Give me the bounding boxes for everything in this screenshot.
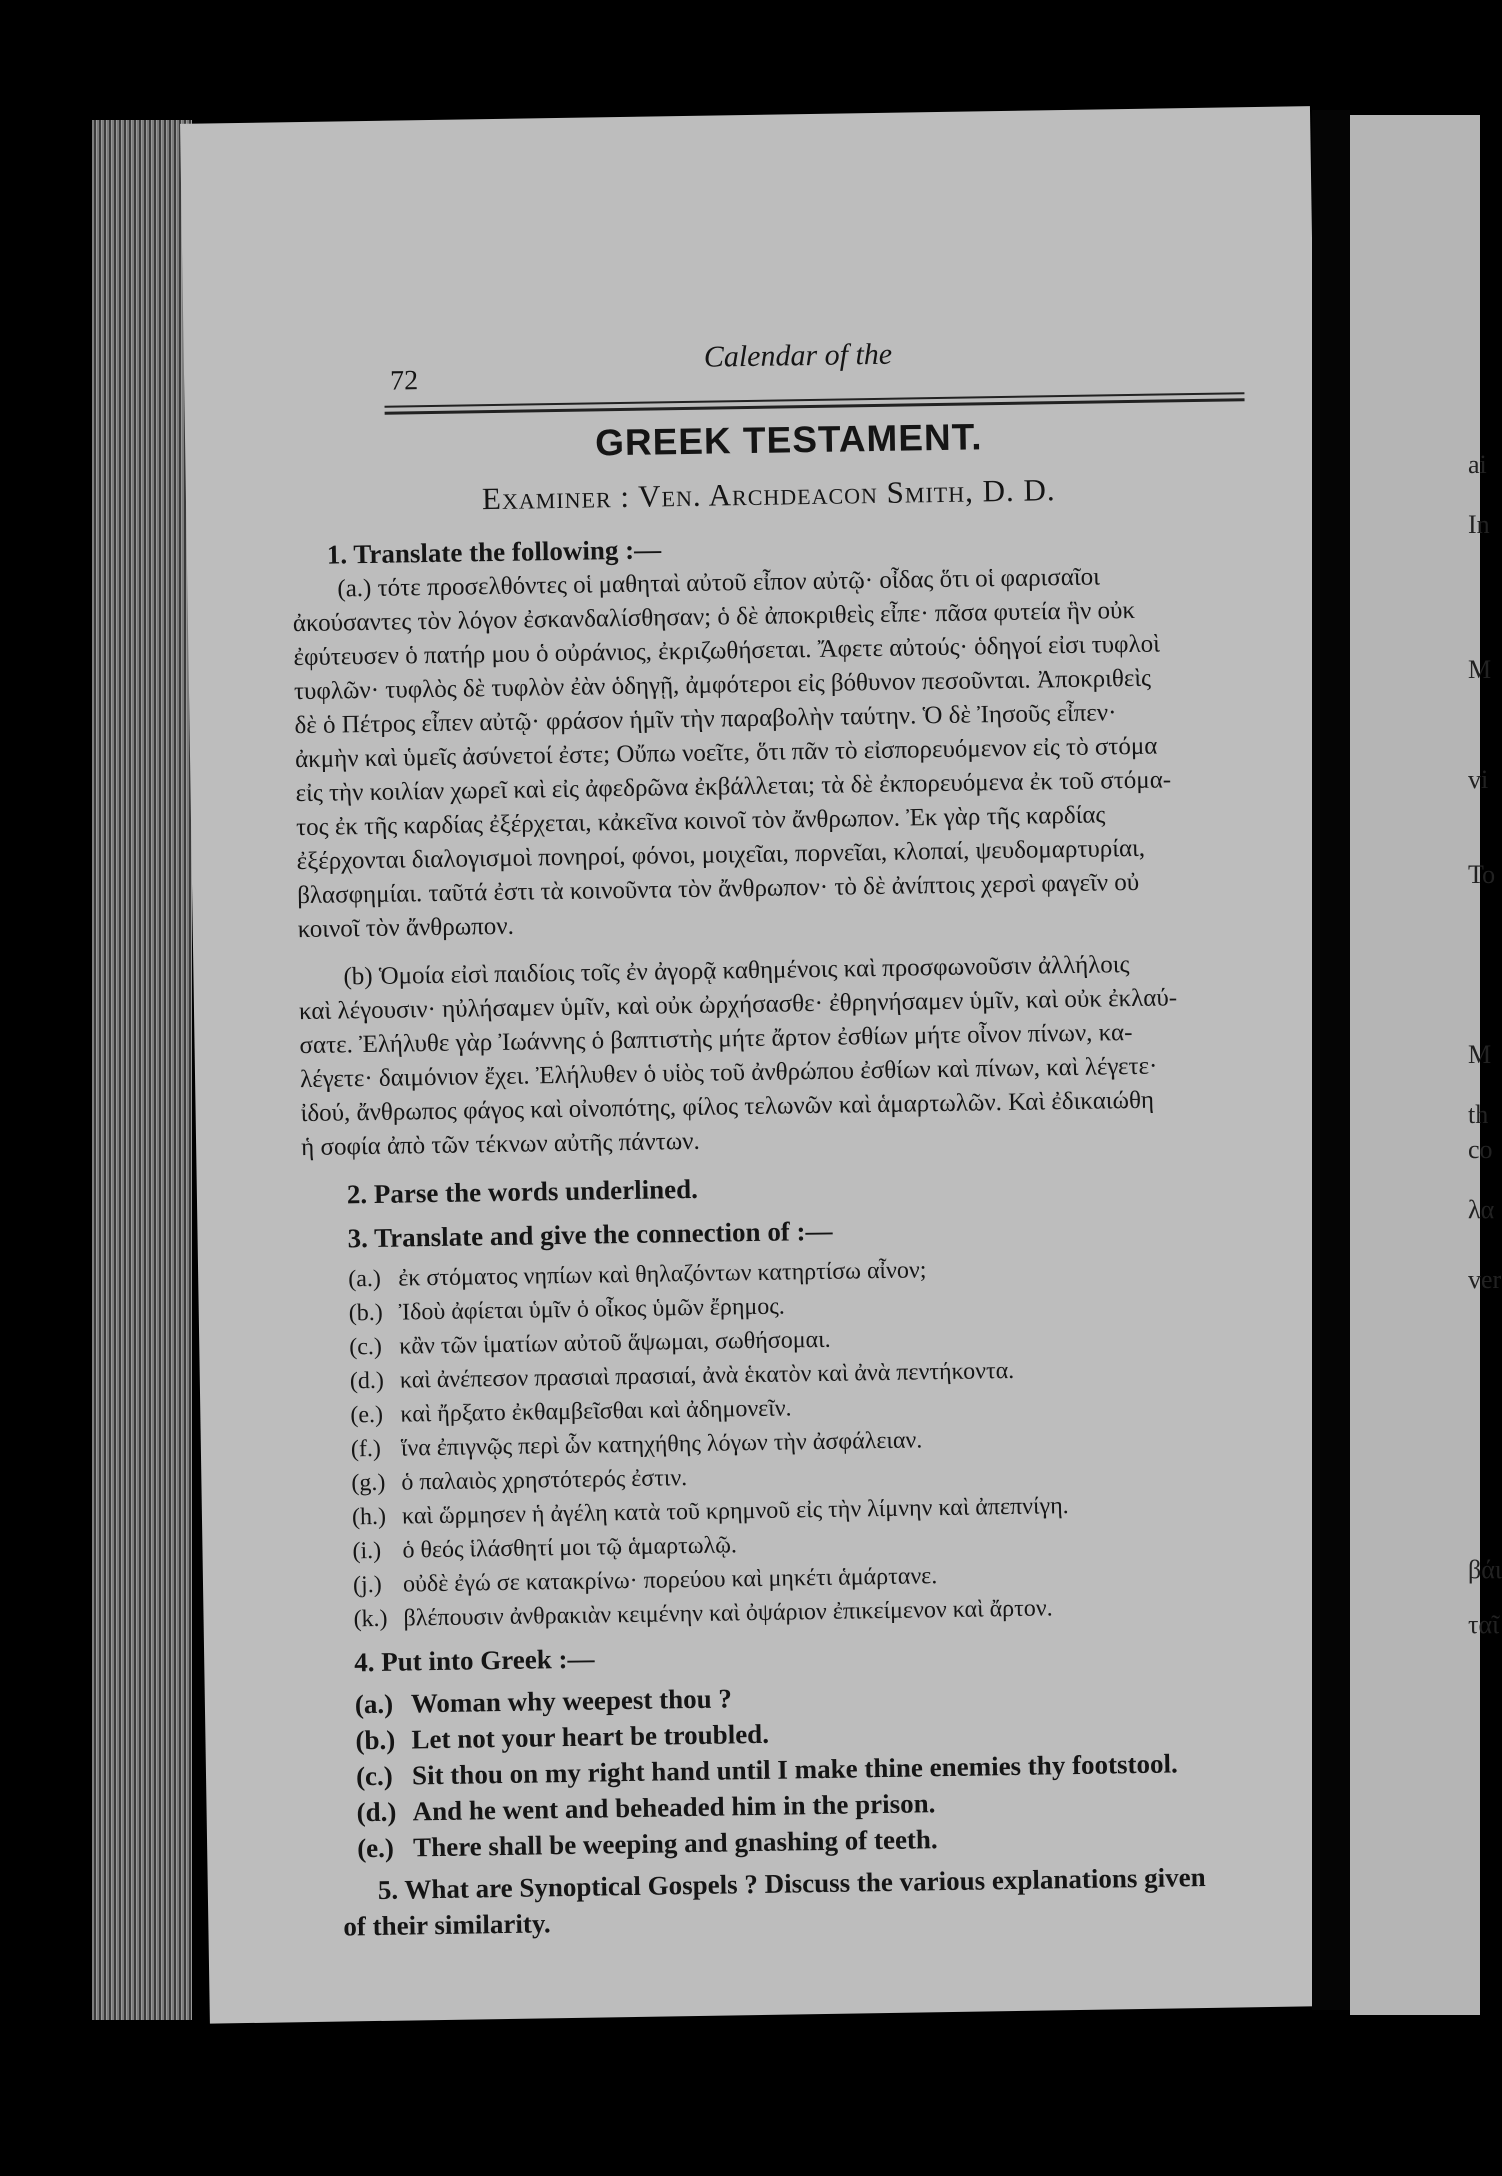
question-3-item: (f.) ἵνα ἐπιγνῷς περὶ ὧν κατηχήθης λόγων τὴν ἀσφάλειαν.: [350, 1427, 923, 1463]
question-4-item: (d.) And he went and beheaded him in the prison.: [356, 1788, 936, 1828]
adjacent-page-text: ταῖ: [1468, 1610, 1500, 1639]
running-head: Calendar of the: [703, 337, 893, 374]
question-4-heading: 4. Put into Greek :—: [354, 1643, 595, 1678]
question-4-item: (e.) There shall be weeping and gnashing of teeth.: [356, 1824, 938, 1864]
question-3-item: (c.) κἂν τῶν ἱματίων αὐτοῦ ἅψωμαι, σωθήσομαι.: [349, 1326, 831, 1361]
adjacent-page-text: co: [1468, 1135, 1493, 1164]
question-3-heading: 3. Translate and give the connection of :—: [347, 1215, 833, 1254]
passage-a-line: δὲ ὁ Πέτρος εἶπεν αὐτῷ· φράσον ἡμῖν τὴν παραβολὴν ταύτην. Ὁ δὲ Ἰησοῦς εἶπεν·: [294, 699, 1117, 740]
passage-a-line: ἐφύτευσεν ὁ πατήρ μου ὁ οὐράνιος, ἐκριζωθήσεται. Ἄφετε αὐτούς· ὁδηγοί εἰσι τυφλοὶ: [293, 630, 1161, 672]
passage-a-line: ἐξέρχονται διαλογισμοὶ πονηροί, φόνοι, μοιχεῖαι, πορνεῖαι, κλοπαί, ψευδομαρτυρίαι,: [296, 834, 1146, 876]
question-3-item: (k.) βλέπουσιν ἀνθρακιὰν κειμένην καὶ ὀψάριον ἐπικείμενον καὶ ἄρτον.: [353, 1595, 1053, 1633]
passage-a-line: ἀκούσαντες τὸν λόγον ἐσκανδαλίσθησαν; ὁ δὲ ἀποκριθεὶς εἶπε· πᾶσα φυτεία ἣν οὐκ: [292, 596, 1136, 638]
passage-b-line: καὶ λέγουσιν· ηὐλήσαμεν ὑμῖν, καὶ οὐκ ὠρχήσασθε· ἐθρηνήσαμεν ὑμῖν, καὶ οὐκ ἐκλαύ-: [298, 984, 1178, 1026]
question-3-item: (e.) καὶ ἤρξατο ἐκθαμβεῖσθαι καὶ ἀδημονεῖν.: [350, 1395, 792, 1429]
passage-b-line: ἰδού, ἄνθρωπος φάγος καὶ οἰνοπότης, φίλος τελωνῶν καὶ ἁμαρτωλῶν. Καὶ ἐδικαιώθη: [300, 1086, 1155, 1128]
section-title: GREEK TESTAMENT.: [594, 416, 983, 464]
passage-a-line: εἰς τὴν κοιλίαν χωρεῖ καὶ εἰς ἀφεδρῶνα ἐκβάλλεται; τὰ δὲ ἐκπορευόμενα ἐκ τοῦ στόμα-: [295, 766, 1172, 808]
passage-a-line: κοινοῖ τὸν ἄνθρωπον.: [297, 912, 515, 944]
adjacent-page-text: vi: [1468, 765, 1489, 794]
passage-a-line: τος ἐκ τῆς καρδίας ἐξέρχεται, κἀκεῖνα κοινοῖ τὸν ἄνθρωπον. Ἐκ γὰρ τῆς καρδίας: [295, 801, 1106, 842]
book-page: [180, 106, 1340, 2024]
adjacent-page-text: ai: [1468, 450, 1487, 479]
adjacent-page-text: λα: [1468, 1195, 1495, 1224]
examiner-line: Examiner : Ven. Archdeacon Smith, D. D.: [481, 472, 1056, 517]
passage-a-line: (a.) τότε προσελθόντες οἱ μαθηταὶ αὐτοῦ εἶπον αὐτῷ· οἶδας ὅτι οἱ φαρισαῖοι: [337, 563, 1101, 603]
page-content: [180, 106, 1340, 2024]
question-4-item: (a.) Woman why weepest thou ?: [354, 1683, 733, 1720]
book-page-edges: [92, 120, 192, 2020]
passage-b-line: σατε. Ἐλήλυθε γὰρ Ἰωάννης ὁ βαπτιστὴς μήτε ἄρτον ἐσθίων μήτε οἶνον πίνων, κα-: [299, 1019, 1133, 1060]
question-3-item: (h.) καὶ ὥρμησεν ἡ ἀγέλη κατὰ τοῦ κρημνοῦ εἰς τὴν λίμνην καὶ ἀπεπνίγη.: [351, 1493, 1069, 1531]
question-4-item: (b.) Let not your heart be troubled.: [355, 1718, 770, 1756]
passage-a-line: βλασφημίαι. ταῦτά ἐστι τὰ κοινοῦντα τὸν ἄνθρωπον· τὸ δὲ ἀνίπτοις χερσὶ φαγεῖν οὐ: [296, 868, 1140, 910]
question-3-item: (j.) οὐδὲ ἐγώ σε κατακρίνω· πορεύου καὶ μηκέτι ἁμάρτανε.: [352, 1563, 938, 1599]
adjacent-page-text: M: [1468, 1040, 1492, 1069]
page-number: 72: [389, 365, 419, 397]
passage-b-line: ἡ σοφία ἀπὸ τῶν τέκνων αὐτῆς πάντων.: [300, 1127, 700, 1162]
adjacent-page-text: In: [1468, 510, 1490, 539]
adjacent-page-text: βάι: [1468, 1555, 1502, 1584]
passage-a-line: τυφλῶν· τυφλὸς δὲ τυφλὸν ἐὰν ὁδηγῇ, ἀμφότεροι εἰς βόθυνον πεσοῦνται. Ἀποκριθεὶς: [293, 664, 1152, 706]
question-3-item: (b.) Ἰδοὺ ἀφίεται ὑμῖν ὁ οἶκος ὑμῶν ἔρημος.: [348, 1293, 786, 1327]
passage-b-line: (b) Ὁμοία εἰσὶ παιδίοις τοῖς ἐν ἀγορᾷ καθημένοις καὶ προσφωνοῦσιν ἀλλήλοις: [343, 951, 1130, 991]
adjacent-page-text: To: [1468, 860, 1496, 889]
adjacent-page-text: ver: [1468, 1265, 1502, 1294]
adjacent-page-text: M: [1468, 655, 1492, 684]
question-3-item: (g.) ὁ παλαιὸς χρηστότερός ἐστιν.: [351, 1465, 688, 1497]
passage-b-line: λέγετε· δαιμόνιον ἔχει. Ἐλήλυθεν ὁ υἱὸς τοῦ ἀνθρώπου ἐσθίων καὶ πίνων, καὶ λέγετε·: [299, 1052, 1158, 1094]
question-3-item: (i.) ὁ θεός ἱλάσθητί μοι τῷ ἁμαρτωλῷ.: [352, 1532, 738, 1565]
adjacent-page: [1350, 115, 1502, 2015]
question-5-line: 5. What are Synoptical Gospels ? Discuss the various explanations given: [377, 1861, 1206, 1905]
question-2: 2. Parse the words underlined.: [346, 1173, 699, 1210]
question-1-heading: 1. Translate the following :—: [326, 534, 662, 570]
question-4-item: (c.) Sit thou on my right hand until I make thine enemies thy footstool.: [355, 1748, 1179, 1792]
adjacent-page-text: th: [1468, 1100, 1489, 1129]
book-gutter: [1312, 110, 1350, 2010]
question-3-item: (a.) ἐκ στόματος νηπίων καὶ θηλαζόντων κατηρτίσω αἶνον;: [348, 1257, 927, 1293]
question-3-item: (d.) καὶ ἀνέπεσον πρασιαὶ πρασιαί, ἀνὰ ἑκατὸν καὶ ἀνὰ πεντήκοντα.: [349, 1357, 1015, 1395]
question-5-line: of their similarity.: [343, 1908, 551, 1942]
passage-a-line: ἀκμὴν καὶ ὑμεῖς ἀσύνετοί ἐστε; Οὔπω νοεῖτε, ὅτι πᾶν τὸ εἰσπορευόμενον εἰς τὸ στόμα: [294, 732, 1158, 774]
